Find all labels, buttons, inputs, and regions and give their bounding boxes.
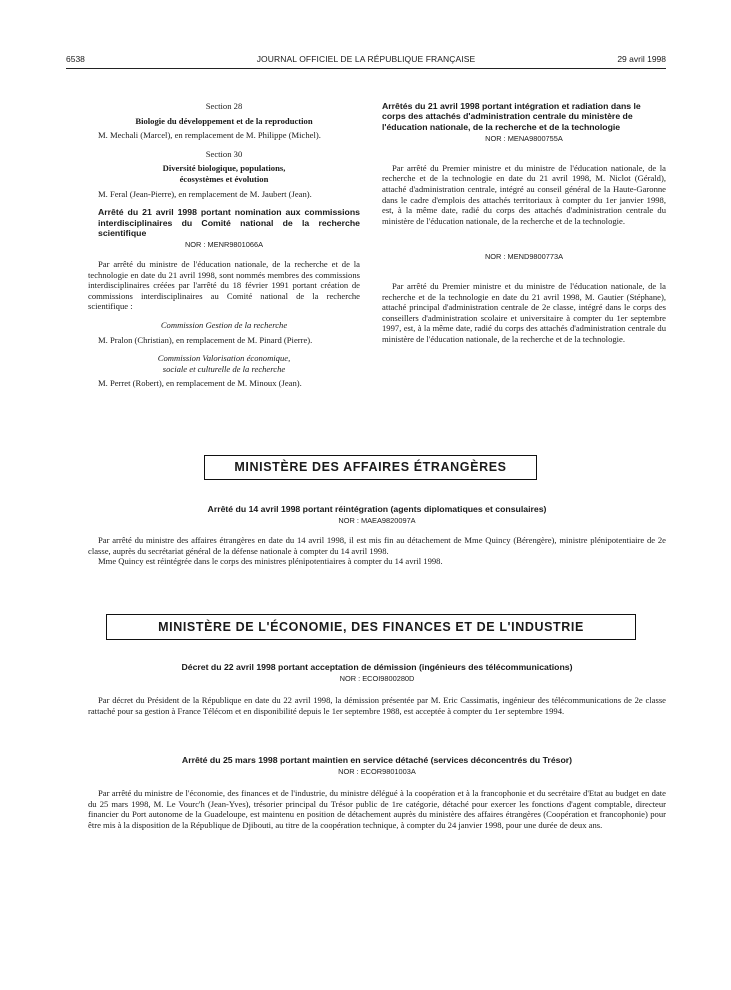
- arrete-nomination-nor: NOR : MENR9801066A: [184, 240, 264, 250]
- section-30-text: M. Feral (Jean-Pierre), en remplacement de M. Jaubert (Jean).: [98, 188, 312, 199]
- right-column: [382, 101, 666, 345]
- commission-gestion-title: Commission Gestion de la recherche: [160, 319, 288, 330]
- header-rule: [66, 68, 666, 69]
- commission-valorisation-title: Commission Valorisation économique, sociale et culturelle de la recherche: [157, 353, 291, 374]
- section-30-label: Section 30: [205, 148, 243, 159]
- ministry-2-arrete: [88, 755, 666, 830]
- decret-demission-body: Par décret du Président de la République en date du 22 avril 1998, la démission présentée par M. Eric Cassimatis, ingénieur des télécommunications de 2e classe rattaché pour sa gestion à France Télécom et en disponibilité depuis le 1er septembre 1988, est acceptée à compter du 1er septembre 1994.: [88, 695, 666, 716]
- arrete-reintegration-body-1: Par arrêté du ministre des affaires étrangères en date du 14 avril 1998, il est mis fin au détachement de Mme Quincy (Bérengère), ministre plénipotentiaire de 2e classe, auprès du secrétariat général de la défense nationale à compter du 14 avril 1998.: [88, 535, 666, 556]
- commission-gestion-text: M. Pralon (Christian), en remplacement de M. Pinard (Pierre).: [98, 334, 313, 345]
- commission-valorisation-text: M. Perret (Robert), en remplacement de M. Minoux (Jean).: [98, 378, 302, 389]
- section-28-label: Section 28: [205, 101, 243, 111]
- decret-demission-nor: NOR : ECOI9800280D: [339, 674, 415, 684]
- journal-title: JOURNAL OFFICIEL DE LA RÉPUBLIQUE FRANÇAISE: [256, 54, 476, 64]
- arrete-detache-title: Arrêté du 25 mars 1998 portant maintien en service détaché (services déconcentrés du Trésor): [181, 755, 573, 765]
- arrete-reintegration-title: Arrêté du 14 avril 1998 portant réintégration (agents diplomatiques et consulaires): [207, 504, 547, 514]
- arrete-detache-body: Par arrêté du ministre de l'économie, des finances et de l'industrie, du ministre délégué à la coopération et à la francophonie et du secrétaire d'Etat au budget en date du 25 mars 1998, M. Le Vourc'h (Jean-Yves), trésorier principal du Trésor public de 1re catégorie, détaché pour exercer les fonctions d'agent comptable, directeur financier du Port autonome de la Guadeloupe, est maintenu en position de détachement auprès du ministère des affaires étrangères (Coopération et francophonie) pour être mis à la disposition de la République de Djibouti, au titre de la coopération technique, à compter du 24 janvier 1998, pour une durée de deux ans.: [88, 788, 666, 830]
- left-column: [88, 101, 360, 389]
- arretes-integration-body-2: Par arrêté du Premier ministre et du ministre de l'éducation nationale, de la recherche et de la technologie en date du 21 avril 1998, M. Gautier (Stéphane), attaché principal d'administration centrale de 2e classe, intégré dans le corps des conseillers d'administration scolaire et universitaire à compter du 1er septembre 1997, est, à la même date, radié du corps des attachés d'administration centrale du ministère de l'éducation nationale, de la recherche et de la technologie.: [382, 280, 666, 344]
- arrete-nomination-title: Arrêté du 21 avril 1998 portant nomination aux commissions interdisciplinaires du Comité national de la recherche scientifique: [98, 207, 360, 238]
- section-28-title: Biologie du développement et de la reproduction: [135, 115, 313, 126]
- arrete-nomination-body: Par arrêté du ministre de l'éducation nationale, de la recherche et de la technologie en date du 21 avril 1998, sont nommés membres des commissions interdisciplinaires créées par l'arrêté du 18 février 1991 portant création de commissions interdisciplinaires au Comité national de la recherche scientifique :: [88, 258, 360, 312]
- arrete-detache-nor: NOR : ECOR9801003A: [338, 767, 416, 777]
- issue-date: 29 avril 1998: [617, 54, 666, 64]
- arrete-reintegration-nor: NOR : MAEA9820097A: [338, 516, 416, 526]
- arretes-integration-title: Arrêtés du 21 avril 1998 portant intégration et radiation dans le corps des attachés d'administration centrale du ministère de l'éducation nationale, de la recherche et de la technologie: [382, 101, 641, 132]
- page-number: 6538: [66, 54, 85, 64]
- section-30-title: Diversité biologique, populations, écosystèmes et évolution: [162, 163, 286, 184]
- ministry-economie-box: [106, 614, 636, 640]
- ministry-affaires-etrangeres-title: MINISTÈRE DES AFFAIRES ÉTRANGÈRES: [234, 460, 507, 474]
- arretes-integration-nor-2: NOR : MEND9800773A: [484, 252, 564, 262]
- ministry-economie-title: MINISTÈRE DE L'ÉCONOMIE, DES FINANCES ET DE L'INDUSTRIE: [158, 620, 584, 634]
- ministry-affaires-etrangeres-box: [204, 455, 537, 480]
- ministry-1-content: [88, 504, 666, 567]
- arretes-integration-body-1: Par arrêté du Premier ministre et du ministre de l'éducation nationale, de la recherche et de la technologie en date du 21 avril 1998, M. Niclot (Gérald), attaché d'administration centrale, intégré au conseil général de la Haute-Garonne dans le cadre d'emplois des attachés territoriaux à compter du 1er janvier 1998, est, à la même date, radié du corps des attachés d'administration centrale du ministère de l'éducation nationale, de la recherche et de la technologie.: [382, 162, 666, 226]
- arretes-integration-nor-1: NOR : MENA9800755A: [485, 134, 563, 144]
- page-header: [66, 54, 666, 68]
- arrete-reintegration-body-2: Mme Quincy est réintégrée dans le corps des ministres plénipotentiaires à compter du 14 avril 1998.: [98, 556, 443, 567]
- decret-demission-title: Décret du 22 avril 1998 portant acceptation de démission (ingénieurs des télécommunications): [181, 662, 573, 672]
- ministry-2-decret: [88, 662, 666, 716]
- section-28-text: M. Mechali (Marcel), en remplacement de M. Philippe (Michel).: [98, 130, 321, 141]
